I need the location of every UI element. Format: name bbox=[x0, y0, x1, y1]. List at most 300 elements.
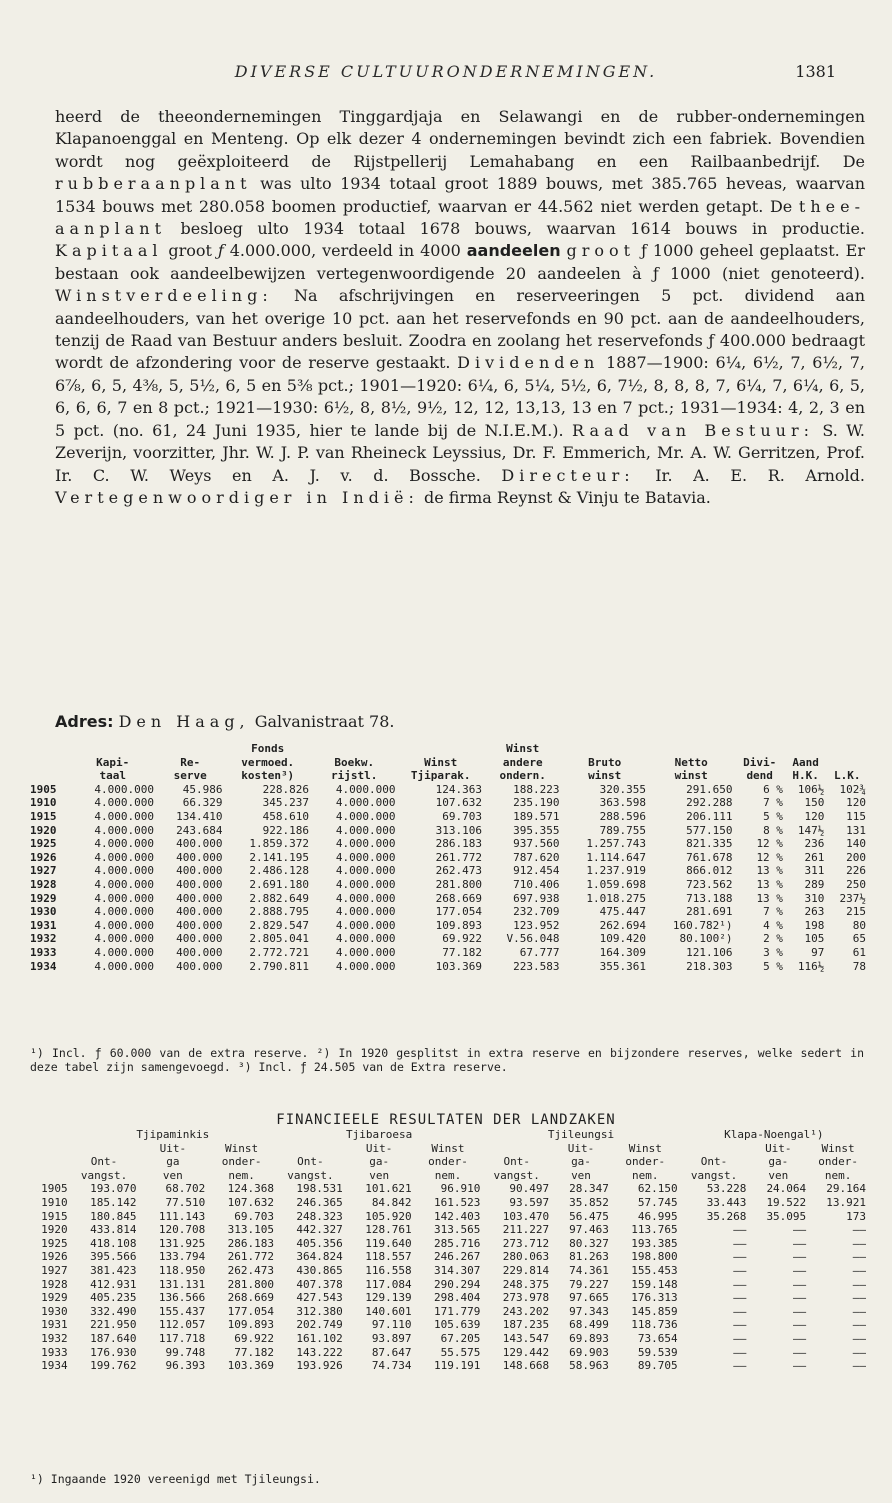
table-cell: 118.950 bbox=[158, 1263, 206, 1277]
table-cell: —— bbox=[733, 1277, 747, 1291]
table-cell: —— bbox=[733, 1304, 747, 1318]
table-cell: —— bbox=[792, 1291, 807, 1305]
table-cell: 13.921 bbox=[826, 1195, 866, 1209]
table-cell: 311 bbox=[804, 864, 825, 878]
header-row bbox=[28, 742, 868, 756]
table-cell: 180.845 bbox=[90, 1209, 137, 1223]
table-row bbox=[28, 878, 868, 892]
table-cell: 150 bbox=[804, 796, 825, 810]
header-cell: Re- bbox=[180, 755, 201, 769]
table-cell: 113.765 bbox=[631, 1223, 678, 1237]
year-cell: 1929 bbox=[41, 1291, 68, 1305]
table-cell: 116½ bbox=[797, 959, 825, 973]
header-cell: Fonds bbox=[251, 742, 285, 755]
table-cell: —— bbox=[792, 1304, 807, 1318]
table-cell: 65 bbox=[852, 932, 866, 946]
header-cell bbox=[70, 1142, 139, 1156]
table-cell: 193.385 bbox=[631, 1236, 678, 1250]
table-cell: 145.859 bbox=[631, 1304, 678, 1318]
table-cell: 111.143 bbox=[158, 1209, 206, 1223]
prose-segment: thee-aanplant bbox=[55, 196, 865, 239]
table-cell: 67.777 bbox=[519, 945, 560, 959]
company-description bbox=[55, 106, 865, 509]
table-cell: 312.380 bbox=[296, 1304, 343, 1318]
year-cell: 1905 bbox=[30, 782, 57, 796]
table-cell: 400.000 bbox=[176, 850, 223, 864]
table-cell: 202.749 bbox=[296, 1318, 343, 1332]
table-cell: 84.842 bbox=[371, 1195, 412, 1209]
table-cell: 90.497 bbox=[509, 1182, 550, 1196]
header-cell bbox=[648, 742, 735, 756]
header-cell: Winst bbox=[628, 1141, 662, 1155]
table-cell: 155.453 bbox=[631, 1263, 678, 1277]
table-cell: 221.950 bbox=[90, 1318, 137, 1332]
header-cell bbox=[28, 1128, 70, 1142]
table-cell: 246.365 bbox=[296, 1195, 343, 1209]
table-row bbox=[28, 905, 868, 919]
year-cell: 1920 bbox=[30, 823, 57, 837]
header-cell: Aand bbox=[792, 755, 819, 769]
table-cell: 400.000 bbox=[176, 877, 223, 891]
table-cell: 140.601 bbox=[365, 1304, 412, 1318]
table-cell: 105 bbox=[804, 932, 825, 946]
header-cell: Winst bbox=[431, 1141, 465, 1155]
table-cell: 68.702 bbox=[165, 1182, 206, 1196]
table-cell: 57.745 bbox=[637, 1195, 678, 1209]
table-cell: 243.684 bbox=[176, 823, 223, 837]
table-cell: 103.470 bbox=[502, 1209, 550, 1223]
header-cell: Netto bbox=[674, 755, 708, 769]
table-cell: 13 % bbox=[756, 891, 783, 905]
table-cell: —— bbox=[792, 1345, 807, 1359]
table-cell: 405.356 bbox=[296, 1236, 343, 1250]
table-cell: 313.565 bbox=[433, 1223, 481, 1237]
prose-segment: besloeg ulto 1934 totaal 1678 bouws, waarvan 1614 bouws in productie. bbox=[166, 219, 865, 239]
table-cell: 458.610 bbox=[262, 809, 309, 823]
table-cell: 4 % bbox=[763, 918, 783, 932]
table-cell: 68.499 bbox=[569, 1318, 609, 1332]
table-cell: 81.263 bbox=[569, 1250, 609, 1264]
header-cell: Bruto bbox=[588, 755, 622, 769]
table-cell: 262.473 bbox=[227, 1263, 274, 1277]
table-cell: —— bbox=[852, 1345, 866, 1359]
header-cell: rijstl. bbox=[331, 769, 378, 783]
table-row bbox=[28, 851, 868, 865]
prose-segment: Kapitaal bbox=[55, 241, 163, 261]
table-cell: 55.575 bbox=[440, 1345, 481, 1359]
prose-segment: Na afschrijvingen en reserveeringen 5 pct. dividend aan aandeelhouders, van het overige 10 pct. aan het reservefonds en 90 pct. aan de aandeelhouders, tenzij de Raad van Bestuur anders besluit. Zoodra en zoolang het reservefonds ƒ 400.000 bedraagt wordt de afzondering voor de reserve gestaakt. bbox=[55, 286, 865, 373]
table-row bbox=[28, 1278, 868, 1292]
table-cell: —— bbox=[733, 1345, 747, 1359]
header-cell: Winst bbox=[225, 1141, 259, 1155]
table-cell: —— bbox=[733, 1359, 747, 1373]
table-cell: 2 % bbox=[763, 932, 783, 946]
table-cell: 2.888.795 bbox=[249, 905, 309, 919]
table-cell: 117.718 bbox=[158, 1331, 206, 1345]
table-cell: 118.736 bbox=[631, 1318, 678, 1332]
table-cell: 4.000.000 bbox=[94, 837, 154, 851]
prose-segment: Ir. A. E. R. Arnold. bbox=[634, 465, 865, 485]
running-title: DIVERSE CULTUURONDERNEMINGEN. bbox=[234, 62, 658, 81]
table-cell: 33.443 bbox=[706, 1195, 747, 1209]
table-cell: 4.000.000 bbox=[94, 959, 154, 973]
table-cell: 4.000.000 bbox=[335, 918, 396, 932]
address-street: Galvanistraat 78. bbox=[249, 712, 395, 731]
table-row bbox=[28, 1332, 868, 1346]
table-cell: —— bbox=[733, 1223, 747, 1237]
table-cell: 332.490 bbox=[90, 1304, 137, 1318]
header-cell: vermoed. bbox=[241, 755, 295, 769]
table-cell: 160.782¹) bbox=[672, 918, 733, 932]
table-cell: 261 bbox=[804, 850, 825, 864]
table-cell: 155.437 bbox=[158, 1304, 206, 1318]
table-cell: 97.665 bbox=[569, 1291, 609, 1305]
header-cell: Uit- bbox=[365, 1141, 393, 1155]
table-cell: 77.182 bbox=[234, 1345, 274, 1359]
table-cell: 79.227 bbox=[569, 1277, 609, 1291]
header-cell: vangst. bbox=[493, 1168, 540, 1182]
header-cell: onder- bbox=[428, 1155, 468, 1169]
header-cell: Winst bbox=[506, 742, 540, 755]
table-cell: 97 bbox=[811, 945, 825, 959]
table-cell: 147½ bbox=[797, 823, 825, 837]
header-row bbox=[28, 1169, 868, 1183]
table-cell: 193.070 bbox=[90, 1182, 137, 1196]
table-cell: 35.852 bbox=[569, 1195, 609, 1209]
prose-segment: Raad van Bestuur: bbox=[572, 420, 814, 440]
prose-segment: rubberaanplant bbox=[55, 174, 252, 194]
table-cell: 250 bbox=[846, 877, 866, 891]
header-cell bbox=[28, 1155, 70, 1169]
table-cell: —— bbox=[852, 1331, 866, 1345]
table-cell: 61 bbox=[852, 945, 866, 959]
year-cell: 1927 bbox=[30, 864, 57, 878]
table-cell: 4.000.000 bbox=[94, 905, 154, 919]
table-cell: —— bbox=[792, 1250, 807, 1264]
header-row bbox=[28, 1155, 868, 1169]
table-cell: 4.000.000 bbox=[94, 864, 154, 878]
table-cell: 131 bbox=[846, 823, 866, 837]
table-cell: 475.447 bbox=[599, 905, 646, 919]
landzaken-table bbox=[28, 1128, 868, 1373]
table-cell: 173 bbox=[846, 1209, 866, 1223]
table-cell: —— bbox=[792, 1331, 807, 1345]
year-cell: 1910 bbox=[41, 1195, 68, 1209]
prose-segment: Dividenden bbox=[457, 353, 600, 373]
table-cell: 80.327 bbox=[569, 1236, 609, 1250]
table-cell: 46.995 bbox=[637, 1209, 678, 1223]
prose-segment: ƒ bbox=[217, 241, 224, 261]
footnote-table2: ¹) Ingaande 1920 vereenigd met Tjileungsi. bbox=[30, 1472, 321, 1486]
table-cell: 74.734 bbox=[371, 1359, 412, 1373]
table-cell: 77.182 bbox=[442, 945, 482, 959]
page-header bbox=[0, 62, 892, 86]
table-cell: 185.142 bbox=[90, 1195, 137, 1209]
table-cell: 400.000 bbox=[176, 905, 223, 919]
table-cell: 713.188 bbox=[686, 891, 733, 905]
header-row bbox=[28, 1142, 868, 1156]
table-cell: 96.393 bbox=[165, 1359, 206, 1373]
table-cell: 103.369 bbox=[435, 959, 482, 973]
table-cell: 395.355 bbox=[513, 823, 560, 837]
header-cell: ven bbox=[162, 1168, 183, 1182]
table-cell: 109.893 bbox=[435, 918, 482, 932]
year-cell: 1933 bbox=[30, 945, 57, 959]
table-cell: 101.621 bbox=[365, 1182, 412, 1196]
table-cell: 89.705 bbox=[637, 1359, 678, 1373]
table-cell: 97.110 bbox=[371, 1318, 412, 1332]
header-cell: nem. bbox=[434, 1168, 462, 1182]
table-cell: 4.000.000 bbox=[335, 877, 396, 891]
table-cell: 4.000.000 bbox=[94, 918, 154, 932]
table-cell: —— bbox=[733, 1291, 747, 1305]
table-row bbox=[28, 1237, 868, 1251]
table-cell: 281.800 bbox=[435, 877, 482, 891]
table-cell: 120.708 bbox=[158, 1223, 206, 1237]
table-cell: 142.403 bbox=[433, 1209, 481, 1223]
header-cell: Ont- bbox=[503, 1155, 530, 1169]
year-cell: 1928 bbox=[41, 1277, 68, 1291]
table-cell: 4.000.000 bbox=[335, 823, 396, 837]
table-cell: 78 bbox=[852, 959, 866, 973]
table-cell: 131.131 bbox=[158, 1277, 206, 1291]
header-cell bbox=[69, 742, 156, 756]
header-cell: onder- bbox=[625, 1155, 666, 1169]
table-cell: 80 bbox=[852, 918, 866, 932]
table-cell: 69.893 bbox=[569, 1331, 609, 1345]
table-cell: 4.000.000 bbox=[335, 945, 396, 959]
table-cell: 115 bbox=[846, 809, 866, 823]
header-cell: nem. bbox=[824, 1168, 852, 1182]
header-cell: Boekw. bbox=[334, 755, 375, 769]
year-cell: 1932 bbox=[41, 1331, 68, 1345]
table-cell: 2.141.195 bbox=[249, 850, 309, 864]
header-cell: Uit- bbox=[765, 1141, 792, 1155]
table-cell: —— bbox=[852, 1236, 866, 1250]
table-cell: 5 % bbox=[763, 809, 783, 823]
table-cell: 442.327 bbox=[296, 1223, 343, 1237]
table-cell: 4.000.000 bbox=[94, 823, 154, 837]
table-cell: 4.000.000 bbox=[335, 959, 396, 973]
table-cell: 1.237.919 bbox=[586, 864, 646, 878]
table-cell: 29.164 bbox=[826, 1182, 866, 1196]
table-cell: 285.716 bbox=[433, 1236, 481, 1250]
table-cell: 7 % bbox=[763, 796, 783, 810]
header-cell: ga- bbox=[369, 1155, 390, 1169]
table-cell: 24.064 bbox=[766, 1182, 807, 1196]
header-cell: Ont- bbox=[297, 1155, 324, 1169]
table-cell: 206.111 bbox=[686, 809, 733, 823]
year-cell: 1910 bbox=[30, 796, 57, 810]
table-cell: 4.000.000 bbox=[335, 809, 396, 823]
table-cell: 262.473 bbox=[435, 864, 482, 878]
table-cell: 246.267 bbox=[433, 1250, 481, 1264]
table-row bbox=[28, 1346, 868, 1360]
table-cell: 4.000.000 bbox=[335, 891, 396, 905]
table-cell: 109.420 bbox=[599, 932, 646, 946]
table-cell: 66.329 bbox=[182, 796, 223, 810]
table-cell: 12 % bbox=[756, 850, 783, 864]
table-cell: 4.000.000 bbox=[94, 809, 154, 823]
table-cell: 262.694 bbox=[599, 918, 646, 932]
header-cell: serve bbox=[173, 769, 207, 783]
table-cell: 121.106 bbox=[686, 945, 733, 959]
table-cell: 171.779 bbox=[433, 1304, 481, 1318]
table-cell: 189.571 bbox=[513, 809, 560, 823]
year-cell: 1925 bbox=[41, 1236, 68, 1250]
table-cell: 161.523 bbox=[433, 1195, 481, 1209]
year-cell: 1915 bbox=[41, 1209, 68, 1223]
table-cell: 3 % bbox=[763, 945, 783, 959]
header-cell: Tjiparak. bbox=[410, 769, 471, 783]
table-cell: 93.897 bbox=[371, 1331, 412, 1345]
table-cell: 787.620 bbox=[513, 850, 560, 864]
table-cell: 710.406 bbox=[513, 877, 560, 891]
table-cell: 400.000 bbox=[176, 918, 223, 932]
prose-segment: Winstverdeeling: bbox=[55, 286, 273, 306]
group-header-cell: Klapa-Noengal¹) bbox=[724, 1128, 824, 1141]
table-cell: 418.108 bbox=[90, 1236, 137, 1250]
year-cell: 1931 bbox=[41, 1318, 68, 1332]
prose-segment: was ulto 1934 totaal groot 1889 bouws, met 385.765 heveas, waarvan 1534 bouws met 280.058 boomen productief, waarvan er 44.562 niet werden getapt. De bbox=[55, 174, 865, 216]
table-cell: 119.640 bbox=[365, 1236, 412, 1250]
table-cell: 289 bbox=[804, 877, 825, 891]
header-cell: vangst. bbox=[690, 1168, 738, 1182]
table-cell: 298.404 bbox=[433, 1291, 481, 1305]
year-cell: 1926 bbox=[30, 850, 57, 864]
table-cell: 45.986 bbox=[182, 782, 223, 796]
table-cell: 395.566 bbox=[90, 1250, 137, 1264]
header-cell bbox=[785, 742, 826, 756]
table-cell: 8 % bbox=[763, 823, 783, 837]
year-cell: 1934 bbox=[30, 959, 57, 973]
table-cell: 2.790.811 bbox=[249, 959, 309, 973]
table-cell: 159.148 bbox=[631, 1277, 678, 1291]
header-cell: vangst. bbox=[287, 1168, 334, 1182]
header-cell: onder- bbox=[221, 1155, 262, 1169]
table-cell: 4.000.000 bbox=[94, 945, 154, 959]
table-row bbox=[28, 1305, 868, 1319]
table-cell: 62.150 bbox=[637, 1182, 678, 1196]
table-cell: 128.761 bbox=[365, 1223, 412, 1237]
table-cell: —— bbox=[792, 1277, 807, 1291]
table-cell: 412.931 bbox=[90, 1277, 137, 1291]
table-cell: 364.824 bbox=[296, 1250, 343, 1264]
table-cell: 215 bbox=[846, 905, 866, 919]
table-row bbox=[28, 946, 868, 960]
year-cell: 1928 bbox=[30, 877, 57, 891]
table-cell: 286.183 bbox=[435, 837, 482, 851]
table-cell: 427.543 bbox=[296, 1291, 343, 1305]
table-cell: 286.183 bbox=[227, 1236, 274, 1250]
table-cell: 116.558 bbox=[365, 1263, 412, 1277]
year-cell: 1933 bbox=[41, 1345, 68, 1359]
table-cell: 73.654 bbox=[637, 1331, 678, 1345]
table-cell: 400.000 bbox=[176, 945, 223, 959]
header-cell bbox=[826, 756, 868, 770]
table-cell: 310 bbox=[804, 891, 825, 905]
table-cell: 281.800 bbox=[227, 1277, 274, 1291]
prose-segment: groot bbox=[566, 241, 636, 261]
header-cell: taal bbox=[99, 769, 126, 783]
table-cell: 136.566 bbox=[158, 1291, 206, 1305]
table-cell: 161.102 bbox=[296, 1331, 343, 1345]
table-cell: 53.228 bbox=[706, 1182, 747, 1196]
header-cell: nem. bbox=[632, 1168, 659, 1182]
table-cell: 363.598 bbox=[599, 796, 646, 810]
header-cell: winst bbox=[588, 769, 622, 783]
table-cell: 821.335 bbox=[686, 837, 733, 851]
table-cell: 13 % bbox=[756, 877, 783, 891]
header-cell: H.K. bbox=[792, 769, 819, 783]
table-cell: 35.268 bbox=[706, 1209, 747, 1223]
table-cell: 922.186 bbox=[262, 823, 309, 837]
table-cell: 176.930 bbox=[90, 1345, 137, 1359]
header-cell: ondern. bbox=[499, 769, 546, 783]
header-cell: Uit- bbox=[567, 1141, 595, 1155]
table-cell: 97.343 bbox=[569, 1304, 609, 1318]
table-cell: 124.368 bbox=[227, 1182, 274, 1196]
table-cell: 280.063 bbox=[502, 1250, 550, 1264]
table-cell: 248.375 bbox=[502, 1277, 550, 1291]
table-cell: 430.865 bbox=[296, 1263, 343, 1277]
header-cell: nem. bbox=[228, 1168, 255, 1182]
page-number: 1381 bbox=[795, 62, 836, 81]
table-cell: 103.369 bbox=[227, 1359, 274, 1373]
table-cell: 400.000 bbox=[176, 864, 223, 878]
table-row bbox=[28, 919, 868, 933]
table-cell: 177.054 bbox=[435, 905, 482, 919]
prose-segment: de firma Reynst & Vinju te Batavia. bbox=[418, 487, 711, 507]
prose-segment: heerd de theeondernemingen Tinggardjaja en Selawangi en de rubber-ondernemingen Klapanoenggal en Menteng. Op elk dezer 4 ondernemingen bevindt zich een fabriek. Bovendien wordt nog geëxploiteerd de Rijstpellerij Lemahabang en een Railbaanbedrijf. De bbox=[55, 107, 865, 171]
table-cell: 4.000.000 bbox=[335, 782, 396, 796]
table-cell: 355.361 bbox=[599, 959, 646, 973]
table-cell: 235.190 bbox=[513, 796, 560, 810]
table-cell: 4.000.000 bbox=[94, 782, 154, 796]
table-cell: 697.938 bbox=[513, 891, 560, 905]
table-cell: 143.222 bbox=[296, 1345, 343, 1359]
table-cell: 69.922 bbox=[442, 932, 482, 946]
header-cell: ven bbox=[369, 1168, 390, 1182]
table-cell: —— bbox=[733, 1263, 747, 1277]
table-cell: —— bbox=[852, 1291, 866, 1305]
table-cell: 13 % bbox=[756, 864, 783, 878]
table-cell: 273.712 bbox=[502, 1236, 550, 1250]
table-cell: 193.926 bbox=[296, 1359, 343, 1373]
header-cell bbox=[680, 1142, 749, 1156]
table-cell: 2.772.721 bbox=[249, 945, 309, 959]
table-cell: 320.355 bbox=[599, 782, 646, 796]
table-cell: 2.691.180 bbox=[249, 877, 309, 891]
table-cell: 4.000.000 bbox=[335, 837, 396, 851]
year-cell: 1920 bbox=[41, 1223, 68, 1237]
header-cell bbox=[156, 742, 224, 756]
header-cell: kosten³) bbox=[241, 769, 295, 783]
table-cell: 291.650 bbox=[686, 782, 733, 796]
table-cell: —— bbox=[852, 1277, 866, 1291]
table-cell: 4.000.000 bbox=[94, 850, 154, 864]
header-cell bbox=[276, 1142, 345, 1156]
header-cell: L.K. bbox=[833, 769, 861, 783]
table-cell: 67.205 bbox=[440, 1331, 481, 1345]
table-cell: 123.952 bbox=[513, 918, 560, 932]
header-cell bbox=[826, 742, 868, 756]
table-cell: 912.454 bbox=[513, 864, 560, 878]
header-cell: winst bbox=[674, 769, 708, 783]
table-cell: 237½ bbox=[839, 891, 866, 905]
table-cell: 131.925 bbox=[158, 1236, 206, 1250]
table-cell: 7 % bbox=[763, 905, 783, 919]
